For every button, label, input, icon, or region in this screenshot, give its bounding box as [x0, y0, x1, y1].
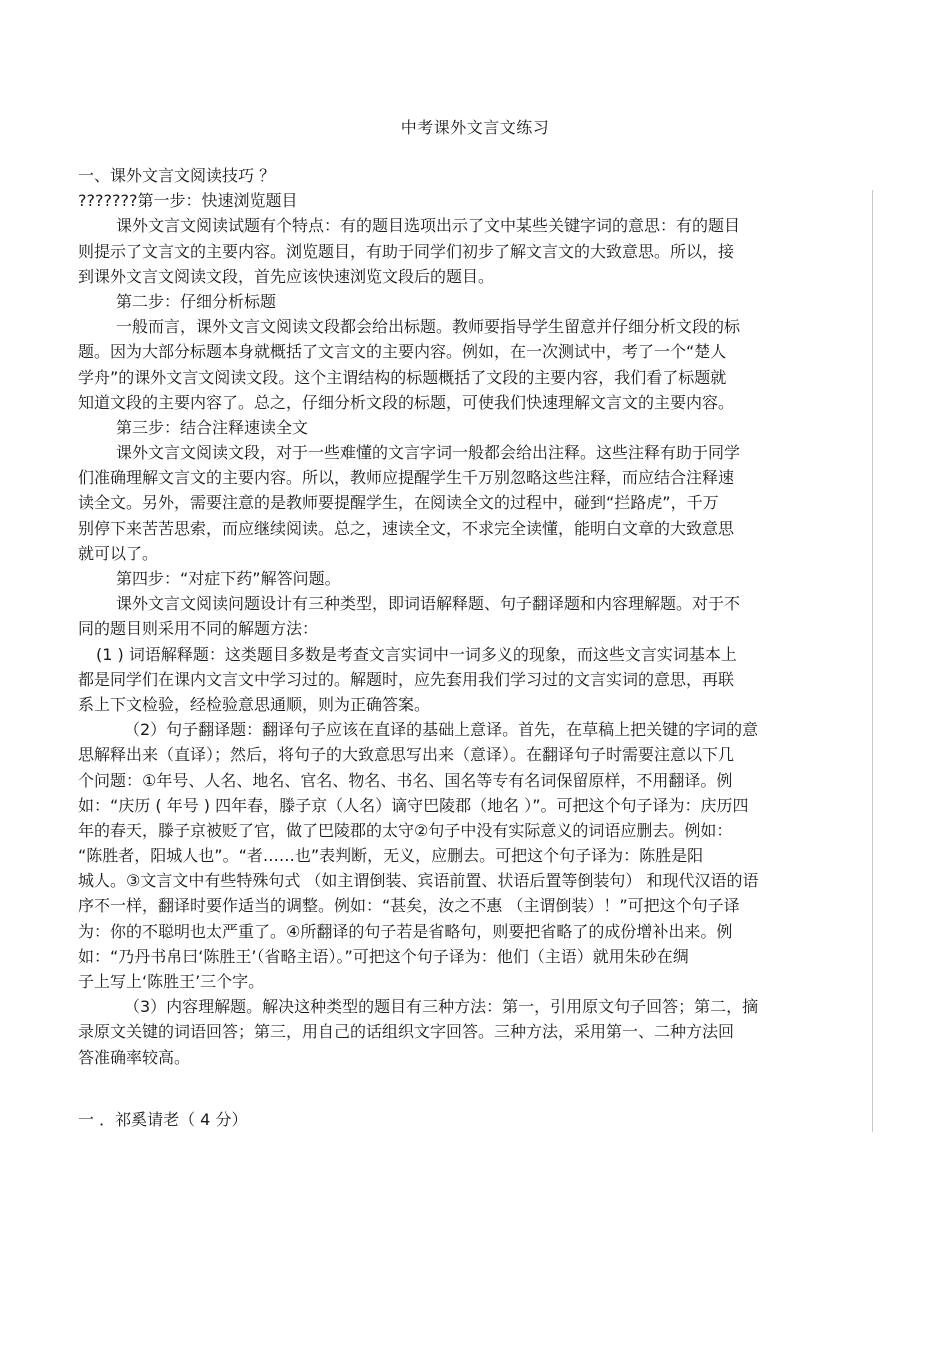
text-line: 一、课外文言文阅读技巧 ？ [78, 166, 276, 185]
text-line: “陈胜者，阳城人也”。“者……也”表判断，无义，应删去。可把这个句子译为：陈胜是阳 [78, 846, 704, 866]
text-line: （2）句子翻译题：翻译句子应该在直译的基础上意译。首先，在草稿上把关键的字词的意 [124, 720, 759, 740]
text-line: 城人。③文言文中有些特殊句式 （如主谓倒装、宾语前置、状语后置等倒装句） 和现代汉语的语 [78, 871, 759, 891]
margin-rule [872, 190, 873, 1132]
text-line: 思解释出来（直译）；然后，将句子的大致意思写出来（意译）。在翻译句子时需要注意以下几 [78, 745, 735, 765]
text-line: 一般而言，课外文言文阅读文段都会给出标题。教师要指导学生留意并仔细分析文段的标 [116, 317, 741, 337]
text-line: （3）内容理解题。解决这种类型的题目有三种方法：第一，引用原文句子回答；第二，摘 [124, 997, 759, 1017]
text-line: 子上写上‘陈胜王’三个字。 [78, 972, 265, 991]
text-line: 第三步：结合注释速读全文 [116, 417, 309, 437]
text-line: 知道文段的主要内容了。总之，仔细分析文段的标题，可使我们快速理解文言文的主要内容。 [78, 392, 735, 412]
text-line: 题。因为大部分标题本身就概括了文言文的主要内容。例如，在一次测试中，考了一个“楚人 [78, 342, 727, 362]
section-heading: 一 ．祁奚请老（ 4 分） [78, 1109, 248, 1129]
document-title: 中考课外文言文练习 [400, 118, 550, 137]
text-line: 个问题：①年号、人名、地名、官名、物名、书名、国名等专有名词保留原样，不用翻译。例 [78, 770, 733, 790]
document-body [78, 163, 868, 1132]
text-line: 序不一样，翻译时要作适当的调整。例如：“甚矣，汝之不惠 （主谓倒装）！”可把这个句子译 [78, 896, 740, 916]
text-line: 课外文言文阅读问题设计有三种类型，即词语解释题、句子翻译题和内容理解题。对于不 [116, 594, 741, 614]
text-line: 别停下来苦苦思索，而应继续阅读。总之，速读全文，不求完全读懂，能明白文章的大致意思 [78, 518, 735, 538]
text-line: 录原文关键的词语回答；第三，用自己的话组织文字回答。三种方法，采用第一、二种方法回 [78, 1022, 735, 1042]
text-line: 读全文。另外，需要注意的是教师要提醒学生，在阅读全文的过程中，碰到“拦路虎”，千万 [78, 493, 719, 513]
text-line: 课外文言文阅读文段，对于一些难懂的文言字词一般都会给出注释。这些注释有助于同学 [116, 443, 741, 463]
text-line: 都是同学们在课内文言文中学习过的。解题时，应先套用我们学习过的文言实词的意思，再联 [78, 669, 735, 689]
text-line: 课外文言文阅读试题有个特点：有的题目选项出示了文中某些关键字词的意思：有的题目 [116, 216, 741, 236]
text-line: 年的春天，滕子京被贬了官，做了巴陵郡的太守②句子中没有实际意义的词语应删去。例如： [78, 820, 733, 840]
text-line: 系上下文检验，经检验意思通顺，则为正确答案。 [78, 694, 431, 714]
text-line: 们准确理解文言文的主要内容。所以，教师应提醒学生千万别忽略这些注释，而应结合注释速 [78, 468, 735, 488]
text-line: 学舟”的课外文言文阅读文段。这个主谓结构的标题概括了文段的主要内容，我们看了标题就 [78, 367, 727, 387]
text-line: ???????第一步：快速浏览题目 [78, 191, 298, 211]
text-line: 到课外文言文阅读文段，首先应该快速浏览文段后的题目。 [78, 266, 495, 286]
text-line: 为：你的不聪明也太严重了。④所翻译的句子若是省略句，则要把省略了的成份增补出来。例 [78, 921, 733, 941]
text-line: 则提示了文言文的主要内容。浏览题目，有助于同学们初步了解文言文的大致意思。所以，接 [78, 241, 735, 261]
text-line: 就可以了。 [78, 543, 159, 563]
text-line: 答准确率较高。 [78, 1047, 191, 1067]
text-line: 第四步：“对症下药”解答问题。 [116, 569, 341, 588]
text-line: 第二步：仔细分析标题 [116, 291, 277, 311]
text-line: 如：“庆历 ( 年号 ) 四年春，滕子京（人名）谪守巴陵郡（地名 ）”。可把这个句子译为：庆历四 [78, 795, 749, 815]
section-gap [78, 1070, 868, 1107]
text-line: (1 ) 词语解释题：这类题目多数是考查文言实词中一词多义的现象，而这些文言实词基本上 [96, 644, 737, 664]
text-line: 同的题目则采用不同的解题方法： [78, 619, 319, 639]
text-line: 如：“乃丹书帛曰‘陈胜王’（省略主语）。”可把这个句子译为：他们（主语）就用朱砂在绸 [78, 946, 689, 966]
